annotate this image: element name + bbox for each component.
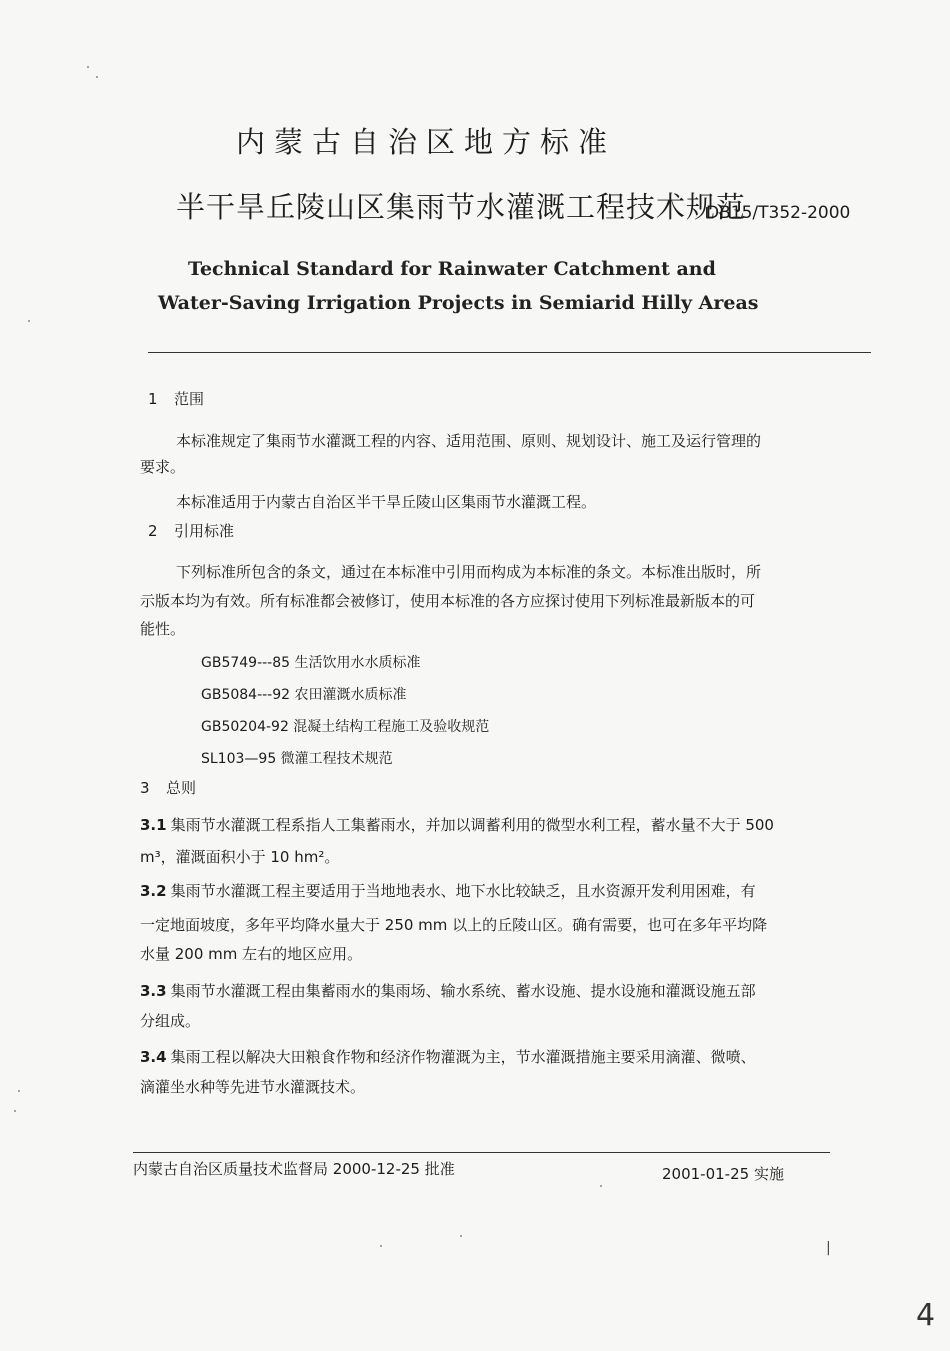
reference-standard: GB5749---85 生活饮用水水质标准: [201, 655, 421, 671]
clause-3-2-line1: [140, 880, 756, 901]
section-3-heading: [140, 777, 196, 798]
clause-3-2-line3: 水量 200 mm 左右的地区应用。: [140, 945, 363, 963]
section-1-para2: 本标准适用于内蒙古自治区半干旱丘陵山区集雨节水灌溉工程。: [176, 493, 597, 511]
section-1-para1-line1: 本标准规定了集雨节水灌溉工程的内容、适用范围、原则、规划设计、施工及运行管理的: [176, 432, 762, 450]
header-divider: [148, 352, 871, 353]
reference-standard: SL103—95 微灌工程技术规范: [201, 751, 393, 767]
clause-number: 3.2: [140, 882, 167, 900]
standard-code: DB15/T352-2000: [706, 203, 851, 223]
standard-title-chinese: 半干旱丘陵山区集雨节水灌溉工程技术规范: [176, 190, 747, 224]
scan-speck: [460, 1235, 462, 1237]
section-title: 总则: [166, 779, 197, 797]
scan-speck: [600, 1185, 602, 1187]
clause-number: 3.4: [140, 1048, 167, 1066]
page-tick-mark: |: [826, 1240, 831, 1256]
scan-speck: [87, 66, 89, 68]
section-number: 3: [140, 779, 150, 797]
clause-number: 3.1: [140, 816, 167, 834]
handwritten-page-number: 4: [916, 1298, 936, 1333]
scan-speck: [380, 1245, 382, 1247]
clause-text: 集雨节水灌溉工程主要适用于当地地表水、地下水比较缺乏，且水资源开发利用困难，有: [170, 882, 756, 900]
standard-title-english-line1: Technical Standard for Rainwater Catchment and: [188, 258, 716, 280]
section-2-para-line1: 下列标准所包含的条文，通过在本标准中引用而构成为本标准的条文。本标准出版时，所: [176, 563, 762, 581]
scan-speck: [14, 1110, 16, 1112]
scan-speck: [96, 76, 98, 78]
clause-3-3-line2: 分组成。: [140, 1012, 201, 1030]
approval-statement: 内蒙古自治区质量技术监督局 2000-12-25 批准: [133, 1160, 455, 1178]
clause-3-1-line2: m³，灌溉面积小于 10 hm²。: [140, 848, 340, 866]
scan-speck: [18, 1090, 20, 1092]
clause-text: 集雨节水灌溉工程系指人工集蓄雨水，并加以调蓄利用的微型水利工程，蓄水量不大于 500: [170, 816, 774, 834]
reference-standard: GB50204-92 混凝土结构工程施工及验收规范: [201, 719, 490, 735]
clause-3-4-line2: 滴灌坐水种等先进节水灌溉技术。: [140, 1078, 366, 1096]
clause-3-4-line1: [140, 1046, 756, 1067]
section-1-para1-line2: 要求。: [140, 458, 186, 476]
footer-divider: [133, 1152, 830, 1153]
section-number: 2: [148, 522, 158, 540]
clause-text: 集雨节水灌溉工程由集蓄雨水的集雨场、输水系统、蓄水设施、提水设施和灌溉设施五部: [170, 982, 756, 1000]
implementation-date: 2001-01-25 实施: [662, 1165, 784, 1183]
section-2-heading: [148, 520, 234, 541]
clause-text: 集雨工程以解决大田粮食作物和经济作物灌溉为主，节水灌溉措施主要采用滴灌、微喷、: [170, 1048, 756, 1066]
section-2-para-line2: 示版本均为有效。所有标准都会被修订，使用本标准的各方应探讨使用下列标准最新版本的可: [140, 592, 756, 610]
section-1-heading: [148, 388, 204, 409]
clause-3-2-line2: 一定地面坡度，多年平均降水量大于 250 mm 以上的丘陵山区。确有需要，也可在多年平均降: [140, 916, 768, 934]
section-title: 范围: [174, 390, 205, 408]
clause-number: 3.3: [140, 982, 167, 1000]
section-title: 引用标准: [174, 522, 235, 540]
section-2-para-line3: 能性。: [140, 620, 186, 638]
scan-speck: [28, 320, 30, 322]
standard-title-english-line2: Water-Saving Irrigation Projects in Semiarid Hilly Areas: [158, 292, 759, 314]
clause-3-3-line1: [140, 980, 756, 1001]
clause-3-1-line1: [140, 814, 774, 835]
reference-standard: GB5084---92 农田灌溉水质标准: [201, 687, 407, 703]
section-number: 1: [148, 390, 158, 408]
issuing-authority: 内蒙古自治区地方标准: [236, 125, 617, 159]
